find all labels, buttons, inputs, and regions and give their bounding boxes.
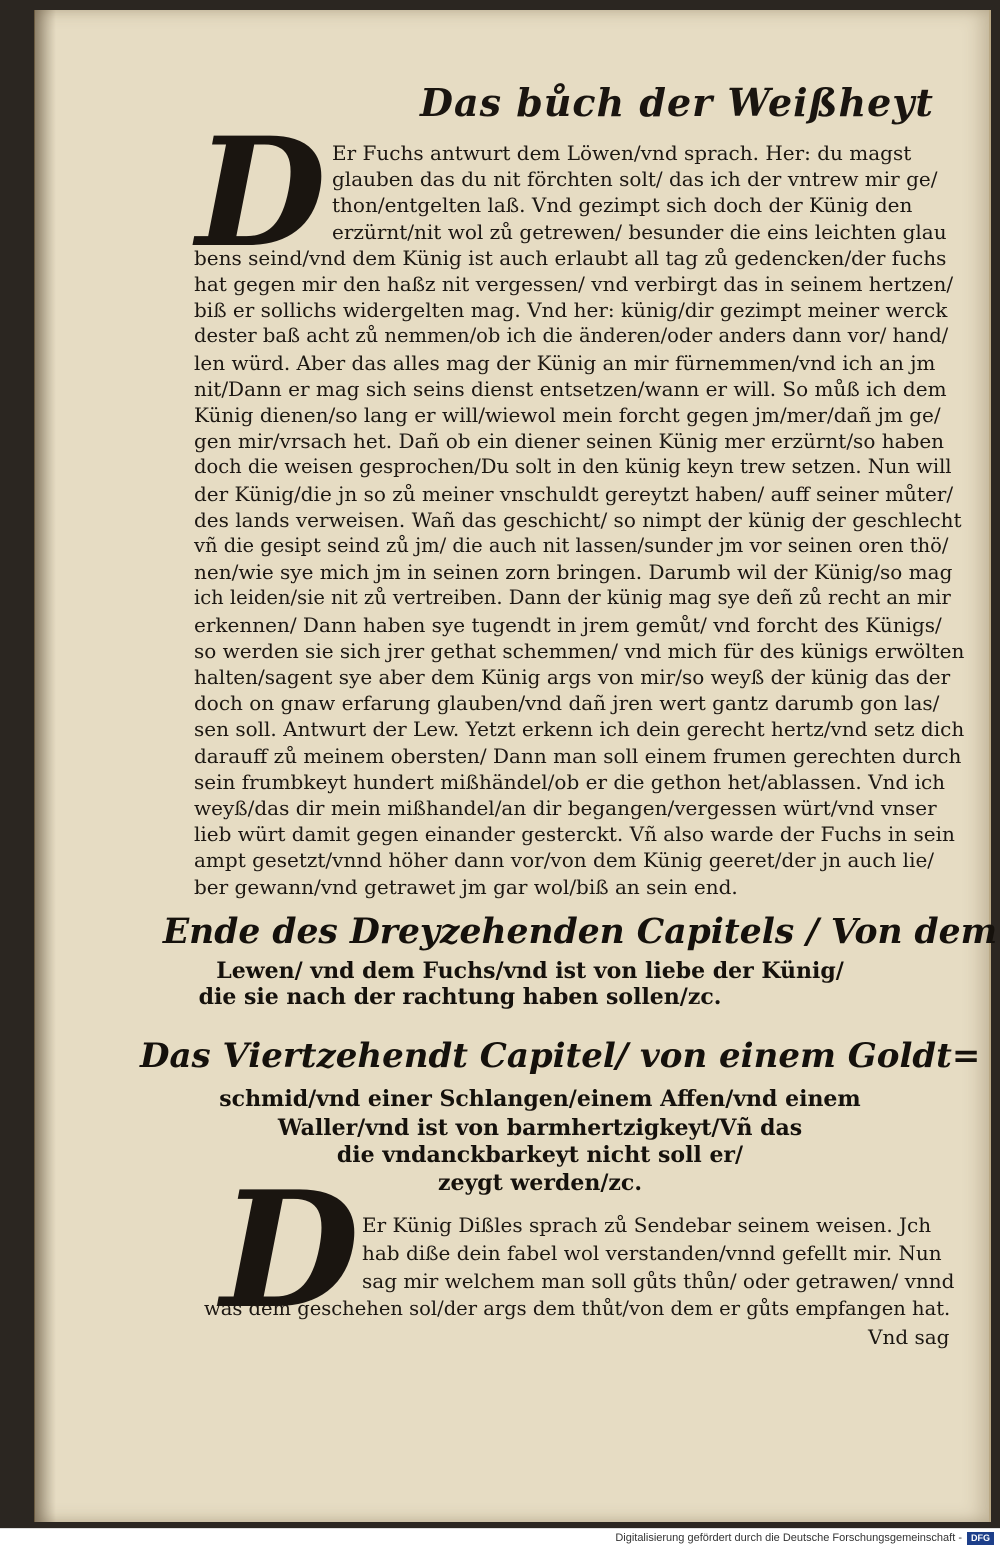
text-line: des lands verweisen. Wañ das geschicht/ so nimpt der künig der geschlecht xyxy=(194,507,962,532)
text-line: halten/sagent sye aber dem Künig args von mir/so weyß der künig das der xyxy=(194,665,951,689)
text-line: nit/Dann er mag sich seins dienst entsetzen/wann er will. So můß ich dem xyxy=(194,376,947,401)
text-line: bens seind/vnd dem Künig ist auch erlaubt all tag zů gedencken/der fuchs xyxy=(194,245,947,270)
text-line: Er Fuchs antwurt dem Löwen/vnd sprach. Her: du magst xyxy=(332,141,912,165)
drop-cap-letter: D xyxy=(196,105,327,281)
text-line: lieb würt damit gegen einander gesterckt. Vñ also warde der Fuchs in sein xyxy=(194,822,955,847)
text-line: doch die weisen gesprochen/Du solt in den künig keyn trew setzen. Nun will xyxy=(194,455,952,479)
text-line: sen soll. Antwurt der Lew. Yetzt erkenn ich dein gerecht hertz/vnd setz dich xyxy=(194,717,965,742)
text-line: thon/entgelten laß. Vnd gezimpt sich doch der Künig den xyxy=(332,193,913,218)
text-line: Vnd sag xyxy=(868,1325,950,1349)
footer-credit: Digitalisierung gefördert durch die Deutsche Forschungsgemeinschaft - xyxy=(615,1532,962,1544)
heading-line: die vndanckbarkeyt nicht soll er/ xyxy=(336,1142,744,1168)
heading-line: schmid/vnd einer Schlangen/einem Affen/vnd einem xyxy=(219,1086,861,1112)
text-line: erkennen/ Dann haben sye tugendt in jrem gemůt/ vnd forcht des Künigs/ xyxy=(194,612,942,637)
text-line: der Künig/die jn so zů meiner vnschuldt gereytzt haben/ auff seiner můter/ xyxy=(194,481,954,506)
dfg-logo: DFG xyxy=(967,1532,994,1545)
heading-line: Lewen/ vnd dem Fuchs/vnd ist von liebe der Künig/ xyxy=(216,958,844,984)
heading-line: die sie nach der rachtung haben sollen/zc. xyxy=(198,984,722,1010)
text-line: ber gewann/vnd getrawet jm gar wol/biß an sein end. xyxy=(194,874,738,899)
text-line: weyß/das dir mein mißhandel/an dir begangen/vergessen würt/vnd vnser xyxy=(194,796,937,820)
text-line: sein frumbkeyt hundert mißhändel/ob er die gethon het/ablassen. Vnd ich xyxy=(194,769,946,794)
text-line: hab diße dein fabel wol verstanden/vnnd gefellt mir. Nun xyxy=(362,1241,942,1265)
running-head: Das bůch der Weißheyt xyxy=(420,80,934,125)
heading-line: Ende des Dreyzehenden Capitels / Von dem xyxy=(162,912,998,952)
text-line: dester baß acht zů nemmen/ob ich die änderen/oder anders dann vor/ hand/ xyxy=(194,324,949,348)
text-line: hat gegen mir den haßz nit vergessen/ vnd verbirgt das in seinem hertzen/ xyxy=(194,272,954,296)
text-line: ich leiden/sie nit zů vertreiben. Dann der künig mag sye deñ zů recht an mir xyxy=(194,586,951,610)
text-line: len würd. Aber das alles mag der Künig an mir fürnemmen/vnd ich an jm xyxy=(194,350,936,375)
text-line: darauff zů meinem obersten/ Dann man soll einem frumen gerechten durch xyxy=(194,743,962,768)
text-line: Künig dienen/so lang er will/wiewol mein forcht gegen jm/mer/dañ jm ge/ xyxy=(194,403,941,427)
text-line: glauben das du nit förchten solt/ das ich der vntrew mir ge/ xyxy=(332,167,938,192)
drop-cap-initial xyxy=(196,105,327,281)
digitization-footer xyxy=(0,1528,1000,1548)
text-line: was dem geschehen sol/der args dem thůt/von dem er gůts empfangen hat. xyxy=(204,1297,951,1320)
text-line: gen mir/vrsach het. Dañ ob ein diener seinen Künig mer erzürnt/so haben xyxy=(194,429,945,454)
heading-line: zeygt werden/zc. xyxy=(438,1170,642,1196)
heading-line: Das Viertzehendt Capitel/ von einem Goldt= xyxy=(140,1036,981,1076)
text-line: erzürnt/nit wol zů getrewen/ besunder die eins leichten glau xyxy=(332,219,947,244)
text-line: nen/wie sye mich jm in seinen zorn bringen. Darumb wil der Künig/so mag xyxy=(194,560,953,585)
drop-cap-letter-2: D xyxy=(220,1156,360,1344)
text-line: Er Künig Dißles sprach zů Sendebar seinem weisen. Jch xyxy=(362,1213,932,1237)
text-line: biß er sollichs widergelten mag. Vnd her: künig/dir gezimpt meiner werck xyxy=(194,298,948,323)
text-line: ampt gesetzt/vnnd höher dann vor/von dem Künig geeret/der jn auch lie/ xyxy=(194,848,935,873)
text-line: so werden sie sich jrer gethat schemmen/ vnd mich für des künigs erwölten xyxy=(194,638,965,663)
text-line: sag mir welchem man soll gůts thůn/ oder getrawen/ vnnd xyxy=(362,1269,955,1293)
text-line: doch on gnaw erfarung glauben/vnd dañ jren wert gantz darumb gon las/ xyxy=(194,691,940,716)
text-line: vñ die gesipt seind zů jm/ die auch nit lassen/sunder jm vor seinen oren thö/ xyxy=(194,534,949,557)
spine-shadow xyxy=(34,10,56,1522)
heading-line: Waller/vnd ist von barmhertzigkeyt/Vñ das xyxy=(277,1115,803,1141)
